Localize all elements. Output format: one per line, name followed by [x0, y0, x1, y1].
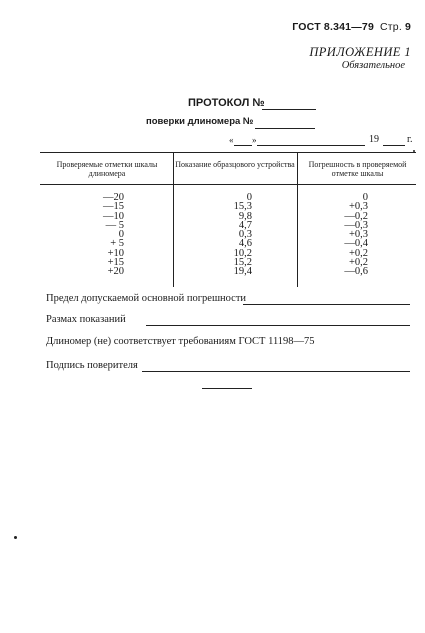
signature-blank	[142, 371, 410, 372]
appendix-subtitle: Обязательное	[341, 60, 405, 71]
table-cell: 15,3	[233, 201, 252, 213]
table-cell: 4,6	[238, 238, 252, 250]
table-header-error: Погрешность в проверяемой отметке шкалы	[308, 160, 407, 178]
table-cell: — 5	[105, 219, 124, 231]
table-column-divider	[173, 152, 174, 287]
standard-number: ГОСТ 8.341—79	[292, 21, 374, 33]
protocol-number-blank	[262, 109, 316, 110]
date-year-suffix: г.	[407, 134, 413, 145]
table-column-reference-reading	[222, 193, 252, 277]
date-year-prefix: 19	[369, 134, 379, 145]
date-year-blank	[383, 145, 405, 146]
end-rule	[202, 388, 252, 389]
table-cell: 15,2	[233, 257, 252, 269]
page-header	[292, 21, 411, 33]
table-cell: +0,2	[348, 257, 368, 269]
table-header-scale-marks: Проверяемые отметки шкалы длиномера	[56, 160, 158, 178]
table-top-rule	[40, 152, 416, 153]
table-cell: +20	[107, 266, 124, 278]
table-cell: 4,7	[238, 219, 252, 231]
protocol-title: ПРОТОКОЛ №	[188, 97, 265, 109]
table-cell: 9,8	[238, 210, 252, 222]
table-cell: +15	[107, 257, 124, 269]
signature-label: Подпись поверителя	[46, 360, 138, 371]
page-number: 9	[404, 21, 411, 33]
table-cell: 0	[118, 229, 124, 241]
device-number-blank	[255, 128, 315, 129]
range-blank	[146, 325, 410, 326]
table-cell: + 5	[110, 238, 124, 250]
table-cell: —0,2	[344, 210, 368, 222]
page-label: Стр.	[380, 21, 402, 33]
conformity-statement: Длиномер (не) соответствует требованиям ГОСТ 11198—75	[46, 336, 315, 347]
table-cell: +0,3	[348, 229, 368, 241]
table-cell: 0	[362, 192, 368, 203]
verification-title: поверки длиномера №	[146, 116, 254, 127]
date-open-quote: «	[229, 135, 234, 145]
date-close-quote: »	[252, 135, 257, 145]
table-column-scale-marks	[96, 193, 124, 277]
table-cell: —0,3	[344, 219, 368, 231]
table-cell: 10,2	[233, 247, 252, 259]
speck	[14, 536, 17, 539]
range-label: Размах показаний	[46, 314, 126, 325]
table-cell: —10	[103, 210, 124, 222]
table-header-rule	[40, 184, 416, 185]
table-header-reference-reading: Показание образцового устройства	[175, 160, 295, 169]
table-cell: —0,4	[344, 238, 368, 250]
table-cell: +0,2	[348, 247, 368, 259]
error-limit-label: Предел допускаемой основной погрешности	[46, 293, 247, 304]
table-cell: +0,3	[348, 201, 368, 213]
error-limit-blank	[243, 304, 410, 305]
table-cell: 19,4	[233, 266, 252, 278]
table-cell: —20	[103, 192, 124, 203]
appendix-title: ПРИЛОЖЕНИЕ 1	[309, 45, 411, 59]
table-cell: —0,6	[344, 266, 368, 278]
table-column-error	[338, 193, 368, 277]
table-cell: 0	[246, 192, 252, 203]
table-cell: —15	[103, 201, 124, 213]
date-month-blank	[257, 145, 365, 146]
date-day-blank	[234, 145, 252, 146]
table-cell: 0,3	[238, 229, 252, 241]
table-column-divider	[297, 152, 298, 287]
table-cell: +10	[107, 247, 124, 259]
